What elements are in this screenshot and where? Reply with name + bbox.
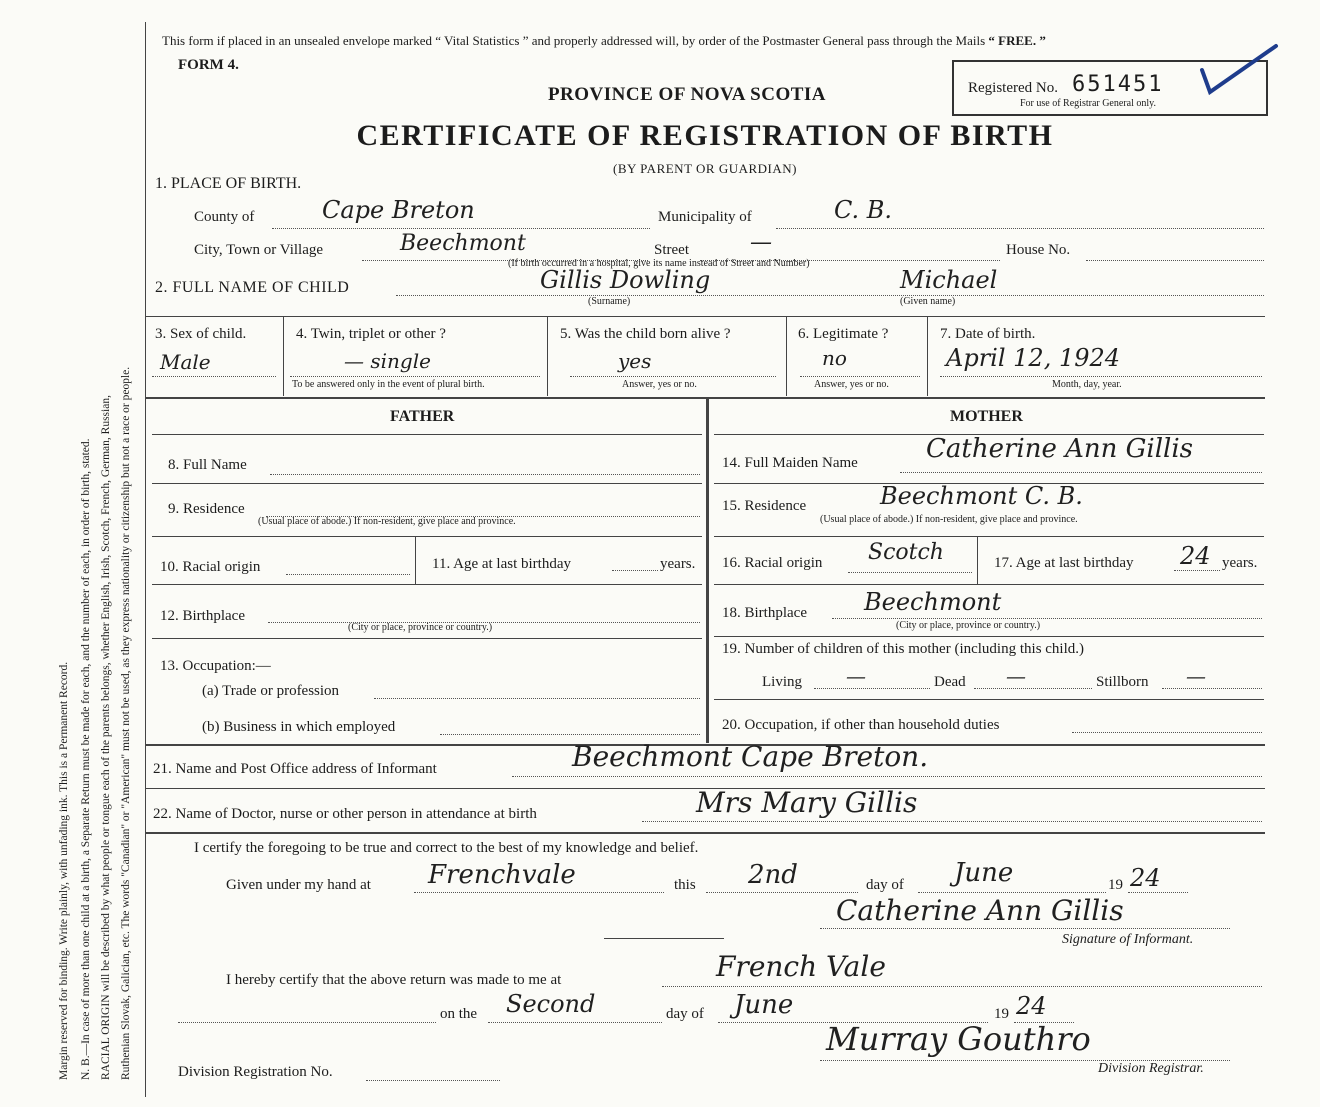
left-border: [145, 22, 146, 1097]
legitimate-caption: Answer, yes or no.: [814, 379, 889, 390]
mother-residence-caption: (Usual place of abode.) If non-resident, give place and province.: [820, 514, 1078, 525]
mother-maiden-name-line: [900, 472, 1262, 473]
certify-statement: I certify the foregoing to be true and correct to the best of my knowledge and belief.: [194, 840, 699, 856]
father-racial-label: 10. Racial origin: [160, 559, 261, 575]
municipality-label: Municipality of: [658, 209, 752, 225]
margin-note-racial: RACIAL ORIGIN will be described by what people or tongue each of the parents belongs, whether English, Irish, Scotch, French, German, Russian,: [100, 395, 112, 1080]
living-value: —: [846, 664, 866, 688]
day-of-label: day of: [866, 877, 904, 893]
living-label: Living: [762, 674, 802, 690]
registrar-day-line: [488, 1022, 662, 1023]
signature-short-rule: [604, 938, 724, 939]
father-row-9-rule: [152, 536, 702, 537]
twin-label: 4. Twin, triplet or other ?: [296, 326, 446, 342]
mother-age-value: 24: [1180, 542, 1211, 570]
row-divider-top: [145, 316, 1265, 317]
father-trade-line: [374, 698, 700, 699]
twin-line: [290, 376, 540, 377]
surname-caption: (Surname): [588, 296, 631, 307]
mother-occupation-label: 20. Occupation, if other than household duties: [722, 717, 1000, 733]
mother-heading: MOTHER: [950, 408, 1023, 425]
division-registration-line: [366, 1080, 500, 1081]
mother-birthplace-line: [832, 618, 1262, 619]
mother-age-label: 17. Age at last birthday: [994, 555, 1134, 571]
alive-caption: Answer, yes or no.: [622, 379, 697, 390]
dob-label: 7. Date of birth.: [940, 326, 1036, 342]
father-birthplace-caption: (City or place, province or country.): [348, 622, 493, 633]
form-number: FORM 4.: [178, 57, 239, 73]
registrar-place-line: [662, 986, 1262, 987]
mother-years-label: years.: [1222, 555, 1258, 571]
certificate-title: CERTIFICATE OF REGISTRATION OF BIRTH: [356, 119, 1054, 152]
day-line: [706, 892, 858, 893]
section-divider: [145, 397, 1265, 399]
day-value: 2nd: [748, 860, 798, 890]
doctor-label: 22. Name of Doctor, nurse or other person in attendance at birth: [153, 806, 537, 822]
father-racial-line: [286, 574, 410, 575]
mother-birthplace-value: Beechmont: [864, 588, 1002, 616]
father-residence-caption: (Usual place of abode.) If non-resident, give place and province.: [258, 516, 516, 527]
mother-racial-value: Scotch: [868, 540, 944, 565]
box-divider-4: [927, 316, 928, 396]
registrar-lead-line: [178, 1022, 436, 1023]
dead-value: —: [1006, 664, 1026, 688]
postal-notice: This form if placed in an unsealed envelope marked “ Vital Statistics ” and properly addressed will, by order of the Postmaster General pass through the Mails “ FREE. ”: [162, 33, 1046, 48]
mother-birthplace-label: 18. Birthplace: [722, 605, 807, 621]
dob-line: [940, 376, 1262, 377]
father-mother-divider: [706, 398, 709, 743]
margin-note-ruthenian: Ruthenian Slovak, Galician, etc. The words "Canadian" or "American" must not be used, as they express nationality or citizenship but not a race or people.: [120, 366, 132, 1080]
informant-line: [512, 776, 1262, 777]
stillborn-label: Stillborn: [1096, 674, 1149, 690]
mother-maiden-name-value: Catherine Ann Gillis: [926, 434, 1194, 464]
child-given-value: Michael: [900, 266, 998, 294]
given-place-value: Frenchvale: [428, 860, 576, 890]
hospital-note: (If birth occurred in a hospital, give its name instead of Street and Number): [508, 258, 810, 269]
municipality-line: [776, 228, 1264, 229]
municipality-value: C. B.: [834, 196, 893, 224]
sex-label: 3. Sex of child.: [155, 326, 247, 342]
mother-row-16-rule: [714, 584, 1264, 585]
street-label: Street: [654, 242, 689, 258]
father-heading: FATHER: [390, 408, 455, 425]
registrar-statement: I hereby certify that the above return was made to me at: [226, 972, 562, 988]
informant-signature-line: [820, 928, 1230, 929]
certificate-subtitle: (BY PARENT OR GUARDIAN): [612, 161, 797, 176]
mother-maiden-name-label: 14. Full Maiden Name: [722, 455, 858, 471]
father-row-12-rule: [152, 638, 702, 639]
father-business-line: [440, 734, 700, 735]
father-racial-age-divider: [415, 536, 416, 584]
stillborn-line: [1162, 688, 1262, 689]
city-label: City, Town or Village: [194, 242, 324, 258]
father-residence-label: 9. Residence: [168, 501, 245, 517]
father-birthplace-label: 12. Birthplace: [160, 608, 245, 624]
mother-occupation-line: [1072, 732, 1262, 733]
dead-line: [974, 688, 1092, 689]
father-row-8-rule: [152, 483, 702, 484]
certify-divider: [145, 832, 1265, 834]
mother-residence-label: 15. Residence: [722, 498, 807, 514]
mother-children-label: 19. Number of children of this mother (including this child.): [722, 641, 1085, 657]
twin-value: — single: [344, 349, 431, 373]
mother-age-line: [1174, 570, 1220, 571]
informant-signature: Catherine Ann Gillis: [836, 894, 1124, 927]
legitimate-label: 6. Legitimate ?: [798, 326, 889, 342]
given-name-caption: (Given name): [900, 296, 956, 307]
box-divider-1: [283, 316, 284, 396]
mother-row-15-rule: [714, 536, 1264, 537]
dob-value: April 12, 1924: [946, 344, 1121, 372]
child-name-label: 2. FULL NAME OF CHILD: [155, 279, 350, 296]
mother-birthplace-caption: (City or place, province or country.): [896, 620, 1041, 631]
margin-note-nb: N. B.—In case of more than one child at a birth, a Separate Return must be made for each, and the number of each, in order of birth, stated.: [80, 438, 92, 1080]
box-divider-2: [547, 316, 548, 396]
father-years-label: years.: [660, 556, 696, 572]
month-value: June: [954, 858, 1014, 888]
place-heading: 1. PLACE OF BIRTH.: [155, 175, 302, 192]
year-line: [1128, 892, 1188, 893]
father-trade-label: (a) Trade or profession: [202, 683, 340, 699]
living-line: [814, 688, 930, 689]
father-row-10-rule: [152, 584, 702, 585]
informant-value: Beechmont Cape Breton.: [572, 740, 929, 773]
year-prefix: 19: [1108, 877, 1123, 893]
mother-row-18-rule: [714, 636, 1264, 637]
division-registrar-caption: Division Registrar.: [1098, 1061, 1204, 1076]
alive-label: 5. Was the child born alive ?: [560, 326, 731, 342]
given-label: Given under my hand at: [226, 877, 371, 893]
father-full-name-label: 8. Full Name: [168, 457, 247, 473]
sex-value: Male: [160, 350, 211, 374]
registrar-place-value: French Vale: [716, 950, 886, 983]
margin-note-binding: Margin reserved for binding. Write plainly, with unfading ink. This is a Permanent Record.: [58, 661, 70, 1080]
province-title: PROVINCE OF NOVA SCOTIA: [547, 84, 827, 105]
registrar-use-note: For use of Registrar General only.: [1020, 98, 1156, 109]
registered-value: 651451: [1072, 72, 1164, 97]
child-name-line: [396, 295, 1264, 296]
sex-line: [152, 376, 276, 377]
registrar-month-value: June: [734, 990, 794, 1020]
mother-racial-age-divider: [977, 536, 978, 584]
alive-line: [570, 376, 776, 377]
mother-residence-value: Beechmont C. B.: [880, 482, 1083, 510]
county-label: County of: [194, 209, 255, 225]
mother-racial-label: 16. Racial origin: [722, 555, 823, 571]
father-heading-line: [152, 434, 702, 435]
registered-label: Registered No.: [968, 80, 1058, 96]
mother-row-19-rule: [714, 699, 1264, 700]
father-age-line: [612, 570, 658, 571]
dead-label: Dead: [934, 674, 966, 690]
month-line: [918, 892, 1106, 893]
doctor-value: Mrs Mary Gillis: [696, 786, 918, 819]
dob-caption: Month, day, year.: [1052, 379, 1122, 390]
mother-racial-line: [848, 572, 972, 573]
doctor-line: [642, 821, 1262, 822]
county-value: Cape Breton: [322, 196, 475, 224]
house-label: House No.: [1006, 242, 1071, 258]
legitimate-line: [800, 376, 920, 377]
father-age-label: 11. Age at last birthday: [432, 556, 571, 572]
father-occupation-label: 13. Occupation:—: [160, 658, 271, 674]
house-line: [1086, 260, 1264, 261]
informant-signature-caption: Signature of Informant.: [1062, 932, 1194, 947]
registrar-day-value: Second: [506, 990, 596, 1018]
registrar-signature: Murray Gouthro: [826, 1020, 1091, 1058]
legitimate-value: no: [822, 346, 847, 370]
division-registration-label: Division Registration No.: [178, 1064, 333, 1080]
this-label: this: [674, 877, 696, 893]
informant-label: 21. Name and Post Office address of Informant: [153, 761, 437, 777]
given-place-line: [414, 892, 664, 893]
box-divider-3: [786, 316, 787, 396]
twin-caption: To be answered only in the event of plural birth.: [292, 379, 485, 390]
stillborn-value: —: [1186, 664, 1206, 688]
on-the-label: on the: [440, 1006, 478, 1022]
father-full-name-line: [270, 474, 700, 475]
alive-value: yes: [618, 349, 652, 373]
registrar-year-prefix: 19: [994, 1006, 1009, 1022]
year-value: 24: [1130, 864, 1161, 892]
child-surname-value: Gillis Dowling: [540, 266, 711, 294]
registrar-year-value: 24: [1016, 992, 1047, 1020]
father-business-label: (b) Business in which employed: [202, 719, 396, 735]
county-line: [272, 228, 650, 229]
street-value: —: [750, 230, 772, 255]
city-value: Beechmont: [400, 231, 526, 256]
registrar-day-of-label: day of: [666, 1006, 704, 1022]
